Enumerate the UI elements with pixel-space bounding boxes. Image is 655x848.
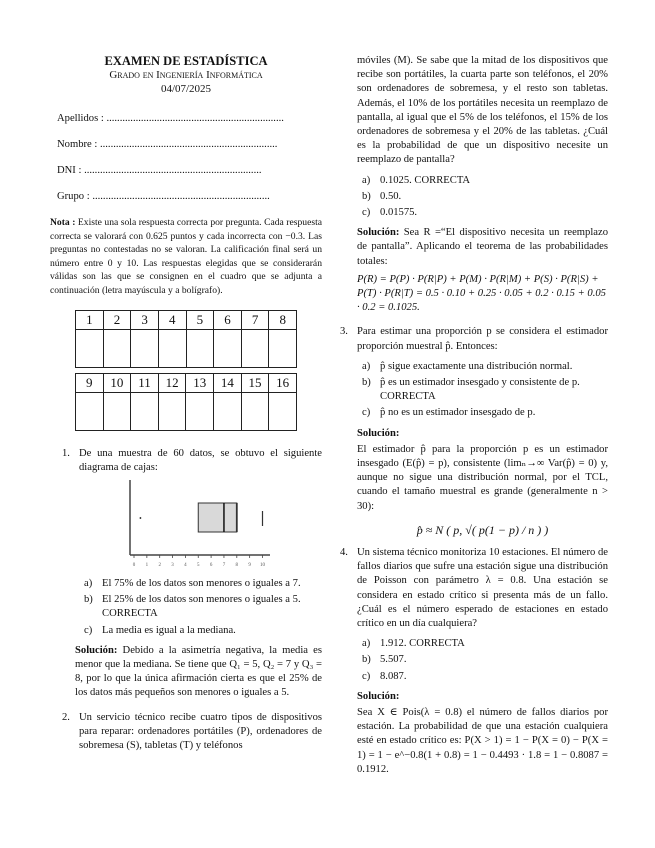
grid-number-cell: 8 (269, 310, 297, 329)
solution (340, 226, 608, 269)
option-c (84, 624, 322, 638)
grid-header-row (76, 373, 297, 392)
field-label: DNI : (57, 165, 82, 176)
solution-text: Sea R =“El dispositivo necesita un reemplazo de pantalla”. Aplicando el teorema de las probabilidades totales: (357, 227, 608, 267)
grid-number-cell: 16 (269, 373, 297, 392)
field-dni[interactable] (57, 164, 322, 178)
options (84, 577, 322, 638)
grid-answer-cell[interactable] (186, 392, 214, 430)
grid-number-cell: 11 (131, 373, 159, 392)
grid-answer-cell[interactable] (241, 392, 269, 430)
right-column (340, 54, 608, 777)
options (362, 360, 608, 421)
solution-label: Solución: (357, 227, 400, 239)
option-c (362, 206, 608, 220)
x-tick-label: 8 (235, 562, 239, 568)
option-letter: b) (362, 654, 371, 666)
answer-grid-1 (75, 310, 297, 368)
option-text: 0.1025. CORRECTA (380, 174, 471, 186)
answer-grid (75, 310, 297, 431)
grid-answer-cell[interactable] (269, 329, 297, 367)
option-a (84, 577, 322, 591)
solution-label: Solución: (357, 690, 400, 702)
option-text: 5.507. (380, 654, 407, 666)
field-label: Nombre : (57, 139, 98, 150)
grid-answer-cell[interactable] (214, 392, 242, 430)
options (362, 174, 608, 221)
outlier-point (140, 517, 142, 519)
exam-title: EXAMEN DE ESTADÍSTICA (104, 54, 268, 68)
option-text: p̂ no es un estimador insesgado de p. (380, 407, 536, 419)
solution-text: Debido a la asimetría negativa, la media es menor que la mediana. Se tiene que Q₁ = 5, Q₂ = 7 y Q₃ = 8, por lo que la única afirmación cierta es que el 25% de los datos más pequeños son menores o iguales a 5. (75, 644, 322, 699)
grid-answer-cell[interactable] (158, 329, 186, 367)
grid-answer-row (76, 329, 297, 367)
exam-date: 04/07/2025 (160, 83, 212, 95)
option-letter: c) (84, 624, 93, 636)
solution-label: Solución: (357, 427, 400, 439)
grid-answer-cell[interactable] (269, 392, 297, 430)
grid-number-cell: 15 (241, 373, 269, 392)
option-text: p̂ es un estimador insesgado y consistente de p. CORRECTA (380, 377, 580, 403)
left-column (50, 54, 322, 753)
field-label: Grupo : (57, 191, 90, 202)
option-b (362, 376, 608, 404)
question-4 (340, 546, 608, 631)
option-text: 8.087. (380, 670, 407, 682)
grid-answer-cell[interactable] (76, 329, 104, 367)
grid-number-cell: 10 (103, 373, 131, 392)
grid-answer-cell[interactable] (103, 392, 131, 430)
solution-text: Sea X ∈ Pois(λ = 0.8) el número de fallos diarios por estación. La probabilidad de que una estación cualquiera esté en estado crítico es: P(X > 1) = 1 − P(X = 0) − P(X = 1) = 1 − e^−0.8(1 + 0.8) = 1 − 0.4493 · 1.8 = 1 − 0.8087 = 0.1912. (357, 706, 608, 775)
option-letter: b) (362, 377, 371, 389)
answer-grid-2 (75, 373, 297, 431)
field-dots: ................................................................... (106, 113, 284, 124)
grid-number-cell: 5 (186, 310, 214, 329)
x-tick-label: 2 (158, 562, 161, 568)
grid-answer-cell[interactable] (186, 329, 214, 367)
x-tick-label: 6 (209, 562, 213, 568)
grid-answer-cell[interactable] (103, 329, 131, 367)
option-text: El 25% de los datos son menores o iguales a 5. CORRECTA (102, 594, 301, 620)
field-label: Apellidos : (57, 113, 104, 124)
question-number: 3. (340, 326, 348, 338)
grid-number-cell: 1 (76, 310, 104, 329)
option-a (362, 637, 608, 651)
x-tick-label: 10 (260, 562, 265, 568)
option-b (84, 593, 322, 621)
question-2 (62, 711, 322, 754)
x-tick-label: 7 (222, 562, 226, 568)
option-c (362, 670, 608, 684)
grid-number-cell: 3 (131, 310, 159, 329)
question-text: Un sistema técnico monitoriza 10 estaciones. El número de fallos diarios que sufre una estación sigue una distribución de Poisson con parámetro λ = 0.8. Una estación se considera en estado crítico si presenta más de un fallo. ¿Cuál es el número esperado de estaciones en estado crítico en un día cualquiera? (357, 546, 608, 629)
question-3 (340, 325, 608, 353)
grid-answer-cell[interactable] (158, 392, 186, 430)
option-text: 1.912. CORRECTA (380, 638, 465, 650)
option-b (362, 190, 608, 204)
x-tick-label: 4 (184, 562, 187, 568)
exam-subtitle: Grado en Ingeniería Informática (109, 69, 263, 81)
note-label: Nota : (50, 217, 76, 228)
question-number: 2. (62, 711, 70, 723)
option-letter: b) (84, 594, 93, 606)
option-letter: c) (362, 407, 371, 419)
q1-body (62, 577, 322, 753)
option-text: El 75% de los datos son menores o iguales a 7. (102, 577, 301, 589)
x-tick-label: 3 (171, 562, 174, 568)
iqr-box (198, 503, 237, 532)
x-tick-label: 0 (132, 562, 136, 568)
grid-answer-cell[interactable] (131, 329, 159, 367)
option-a (362, 360, 608, 374)
boxplot-chart (120, 475, 280, 571)
question-text: Para estimar una proporción p se considera el estimador proporción muestral p̂. Entonces: (357, 326, 608, 352)
grid-answer-cell[interactable] (241, 329, 269, 367)
option-letter: b) (362, 190, 371, 202)
option-letter: a) (362, 638, 371, 650)
option-letter: a) (362, 360, 371, 372)
question-text-continued: móviles (M). Se sabe que la mitad de los dispositivos que recibe son portátiles, la cuarta parte son teléfonos, el 20% son ordenadores de sobremesa, y el resto son tabletas. Además, el 10% de los portátiles necesita un reemplazo de pantalla, al igual que el 5% de los teléfonos, el 15% de los ordenadores de sobremesa y el 20% de las tabletas. ¿Cuál es la probabilidad de que un dispositivo necesite un reemplazo de pantalla? (357, 55, 608, 166)
solution (75, 644, 322, 701)
grid-number-cell: 6 (214, 310, 242, 329)
option-text: p̂ sigue exactamente una distribución normal. (380, 360, 573, 372)
question-number: 1. (62, 447, 70, 459)
options (362, 637, 608, 684)
grid-answer-row (76, 392, 297, 430)
field-dots: ................................................................... (99, 139, 278, 150)
grid-number-cell: 14 (214, 373, 242, 392)
option-b (362, 653, 608, 667)
solution-formula: P(R) = P(P) · P(R|P) + P(M) · P(R|M) + P(S) · P(R|S) + P(T) · P(R|T) = 0.5 · 0.10 + 0.25 · 0.05 + 0.2 · 0.15 + 0.05 · 0.2 = 0.1025. (357, 273, 606, 314)
grid-answer-cell[interactable] (131, 392, 159, 430)
question-text: De una muestra de 60 datos, se obtuvo el siguiente diagrama de cajas: (79, 447, 322, 473)
option-text: 0.01575. (380, 207, 418, 219)
note (50, 216, 322, 298)
option-text: La media es igual a la mediana. (102, 624, 236, 636)
x-tick-label: 9 (248, 562, 251, 568)
option-a (362, 174, 608, 188)
option-letter: a) (84, 577, 93, 589)
field-dots: ................................................................... (92, 191, 270, 202)
note-text: Existe una sola respuesta correcta por pregunta. Cada respuesta correcta se valorará con 0.625 puntos y cada incorrecta con −0.3. Las preguntas no contestadas no se valoran. La calificación final será un número entre 0 y 10. Las respuestas elegidas que se considerarán válidas son las que se consignen en el cuadro que se adjunta a continuación (letra mayúscula y a bolígrafo). (50, 217, 322, 296)
field-nombre[interactable] (57, 138, 322, 152)
solution-label: Solución: (75, 644, 118, 656)
option-letter: a) (362, 174, 371, 186)
grid-answer-cell[interactable] (214, 329, 242, 367)
field-apellidos[interactable] (57, 112, 322, 126)
grid-number-cell: 2 (103, 310, 131, 329)
grid-number-cell: 12 (158, 373, 186, 392)
grid-header-row (76, 310, 297, 329)
grid-number-cell: 9 (76, 373, 104, 392)
solution-formula: p̂ ≈ N ( p, √( p(1 − p) / n ) ) (416, 522, 549, 537)
grid-number-cell: 13 (186, 373, 214, 392)
field-dots: ................................................................... (84, 165, 262, 176)
question-text: Un servicio técnico recibe cuatro tipos de dispositivos para reparar: ordenadores portátiles (P), ordenadores de sobremesa (S), tabletas (T) y teléfonos (79, 711, 322, 751)
option-c (362, 406, 608, 420)
x-tick-label: 1 (145, 562, 149, 568)
grid-number-cell: 7 (241, 310, 269, 329)
question-number: 4. (340, 546, 348, 558)
solution-text: El estimador p̂ para la proporción p es un estimador insesgado (E(p̂) = p), consistente (limₙ→∞ Var(p̂) = 0) y, aunque no sigue una distribución normal, por el TCL, cuando el tamaño muestral es grande (generalmente n > 30): (357, 443, 608, 512)
x-tick-label: 5 (197, 562, 200, 568)
grid-number-cell: 4 (158, 310, 186, 329)
question-1 (62, 447, 322, 475)
option-letter: c) (362, 670, 371, 682)
field-grupo[interactable] (57, 190, 322, 204)
option-text: 0.50. (380, 190, 402, 202)
grid-answer-cell[interactable] (76, 392, 104, 430)
option-letter: c) (362, 207, 371, 219)
